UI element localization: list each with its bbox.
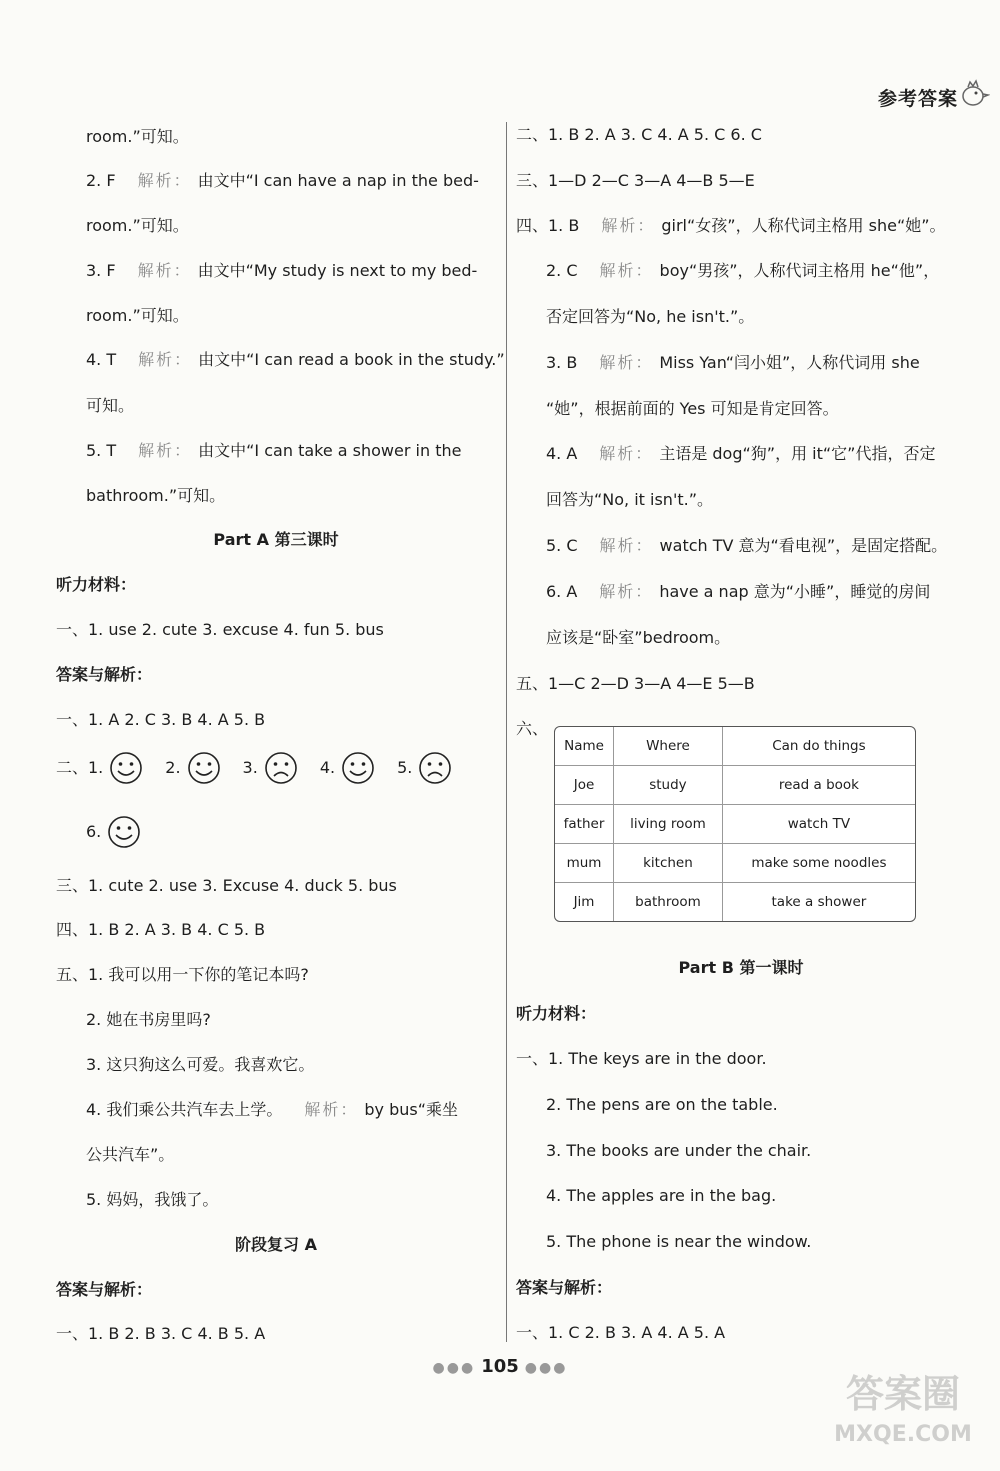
watermark-url: MXQE.COM	[834, 1422, 972, 1447]
text-line: 一、1. The keys are in the door.	[516, 1049, 767, 1068]
text-line: room.”可知。	[86, 306, 189, 325]
table-cell: watch TV	[722, 804, 915, 843]
item-text: 主语是 dog“狗”，用 it“它”代指，否定	[659, 444, 936, 463]
item-number: 2. C	[546, 261, 578, 280]
text-line: 六、	[516, 719, 549, 738]
text-line: 三、1. cute 2. use 3. Excuse 4. duck 5. bus	[56, 876, 397, 895]
text-line	[56, 440, 461, 462]
text-line: 否定回答为“No, he isn't.”。	[546, 307, 755, 326]
answer-table	[554, 726, 916, 922]
text-line: 3. 这只狗这么可爱。我喜欢它。	[86, 1055, 315, 1074]
text-line: 三、1—D 2—C 3—A 4—B 5—E	[516, 171, 755, 190]
text-line: room.”可知。	[86, 216, 189, 235]
watermark-text: 答案圈	[845, 1372, 961, 1416]
analysis-label: 解析：	[599, 261, 654, 280]
item-number: 5.	[397, 758, 413, 777]
text-line: 4. The apples are in the bag.	[546, 1186, 777, 1205]
item-number: 3.	[242, 758, 258, 777]
column-divider	[506, 122, 507, 1342]
smile-icon	[187, 751, 221, 785]
faces-row	[56, 751, 474, 785]
frown-icon	[418, 751, 452, 785]
subsection-label: 答案与解析：	[516, 1278, 613, 1297]
smile-icon	[107, 815, 141, 849]
text-line	[516, 535, 947, 557]
page-number: 105	[481, 1356, 519, 1377]
item-number: 3. B	[546, 353, 578, 372]
item-number: 6.	[86, 822, 102, 841]
text-line: 5. 妈妈，我饿了。	[86, 1190, 219, 1209]
text-line: 一、1. B 2. B 3. C 4. B 5. A	[56, 1324, 266, 1343]
table-header-cell: Where	[614, 727, 723, 765]
item-number: 4.	[319, 758, 336, 777]
decorative-dots-icon: ●●●	[432, 1360, 476, 1376]
analysis-label: 解析：	[137, 261, 192, 280]
table-cell: living room	[614, 804, 723, 843]
text-line: 2. The pens are on the table.	[546, 1095, 778, 1114]
table-header-cell: Can do things	[722, 727, 915, 765]
item-text: have a nap 意为“小睡”，睡觉的房间	[659, 582, 931, 601]
answer-table-grid	[555, 727, 915, 921]
table-row	[555, 727, 915, 765]
text-line	[56, 1099, 458, 1121]
analysis-label: 解析：	[599, 536, 654, 555]
table-row	[555, 883, 915, 921]
table-cell: Joe	[555, 765, 614, 804]
item-text: 4. 我们乘公共汽车去上学。	[86, 1100, 283, 1119]
text-line	[56, 260, 477, 282]
item-number: 5. T	[86, 441, 117, 460]
table-row	[555, 804, 915, 843]
faces-row	[56, 815, 163, 849]
text-line: 公共汽车”。	[86, 1145, 175, 1164]
analysis-label: 解析：	[138, 441, 193, 460]
item-text: boy“男孩”，人称代词主格用 he“他”，	[659, 261, 940, 280]
item-number: 6. A	[546, 582, 578, 601]
watermark-logo	[828, 1361, 978, 1451]
table-cell: Jim	[555, 883, 614, 921]
text-line: 二、1. B 2. A 3. C 4. A 5. C 6. C	[516, 125, 762, 144]
text-line	[56, 349, 505, 371]
text-line: 3. The books are under the chair.	[546, 1141, 812, 1160]
item-text: 由文中“I can have a nap in the bed-	[197, 171, 479, 190]
text-line: 回答为“No, it isn't.”。	[546, 490, 713, 509]
text-line: 5. The phone is near the window.	[546, 1232, 812, 1251]
item-number: 3. F	[86, 261, 116, 280]
text-line	[56, 170, 479, 192]
text-line	[516, 260, 939, 282]
analysis-label: 解析：	[599, 582, 654, 601]
item-text: 由文中“I can read a book in the study.”	[198, 350, 505, 369]
text-line: “她”，根据前面的 Yes 可知是肯定回答。	[546, 399, 839, 418]
table-cell: make some noodles	[722, 844, 915, 883]
table-row	[555, 844, 915, 883]
smile-icon	[341, 751, 375, 785]
item-number: 4. A	[546, 444, 578, 463]
subsection-label: 听力材料：	[516, 1004, 597, 1023]
decorative-dots-icon: ●●●	[524, 1360, 568, 1376]
frown-icon	[264, 751, 298, 785]
text-line: 2. 她在书房里吗?	[86, 1010, 211, 1029]
table-cell: bathroom	[614, 883, 723, 921]
text-line: 一、1. use 2. cute 3. excuse 4. fun 5. bus	[56, 620, 384, 639]
smile-icon	[109, 751, 143, 785]
text-line: 一、1. A 2. C 3. B 4. A 5. B	[56, 710, 266, 729]
text-line	[516, 352, 920, 374]
table-cell: study	[614, 765, 723, 804]
item-number: 四、1. B	[516, 216, 580, 235]
text-line: 四、1. B 2. A 3. B 4. C 5. B	[56, 920, 266, 939]
section-title: Part B 第一课时	[678, 958, 804, 977]
analysis-label: 解析：	[599, 353, 654, 372]
text-line: 应该是“卧室”bedroom。	[546, 628, 731, 647]
item-number: 5. C	[546, 536, 578, 555]
item-text: girl“女孩”，人称代词主格用 she“她”。	[661, 216, 946, 235]
analysis-label: 解析：	[599, 444, 654, 463]
cartoon-rooster-icon	[956, 78, 990, 110]
text-line: bathroom.”可知。	[86, 486, 226, 505]
item-number: 二、1.	[56, 758, 104, 777]
item-text: 由文中“I can take a shower in the	[198, 441, 462, 460]
table-header-cell: Name	[555, 727, 614, 765]
subsection-label: 答案与解析：	[56, 1280, 153, 1299]
section-title: 阶段复习 A	[235, 1235, 317, 1254]
item-text: Miss Yan“闫小姐”，人称代词用 she	[659, 353, 920, 372]
section-title: Part A 第三课时	[213, 530, 339, 549]
analysis-label: 解析：	[601, 216, 656, 235]
text-line	[516, 443, 935, 465]
item-number: 2. F	[86, 171, 116, 190]
item-text: 由文中“My study is next to my bed-	[197, 261, 478, 280]
text-line: room.”可知。	[86, 127, 189, 146]
analysis-label: 解析：	[138, 350, 193, 369]
analysis-label: 解析：	[304, 1100, 359, 1119]
table-row	[555, 765, 915, 804]
header-title: 参考答案	[877, 88, 958, 110]
table-cell: father	[555, 804, 614, 843]
subsection-label: 答案与解析：	[56, 665, 153, 684]
item-number: 4. T	[86, 350, 117, 369]
text-line: 一、1. C 2. B 3. A 4. A 5. A	[516, 1323, 726, 1342]
item-text: by bus“乘坐	[364, 1100, 459, 1119]
subsection-label: 听力材料：	[56, 575, 137, 594]
analysis-label: 解析：	[137, 171, 192, 190]
text-line	[516, 581, 930, 603]
table-cell: kitchen	[614, 844, 723, 883]
item-number: 2.	[165, 758, 181, 777]
table-cell: read a book	[722, 765, 915, 804]
table-cell: mum	[555, 844, 614, 883]
text-line	[516, 215, 946, 237]
text-line: 五、1. 我可以用一下你的笔记本吗?	[56, 965, 309, 984]
text-line: 五、1—C 2—D 3—A 4—E 5—B	[516, 674, 755, 693]
item-text: watch TV 意为“看电视”，是固定搭配。	[659, 536, 948, 555]
text-line: 可知。	[86, 396, 135, 415]
table-cell: take a shower	[722, 883, 915, 921]
